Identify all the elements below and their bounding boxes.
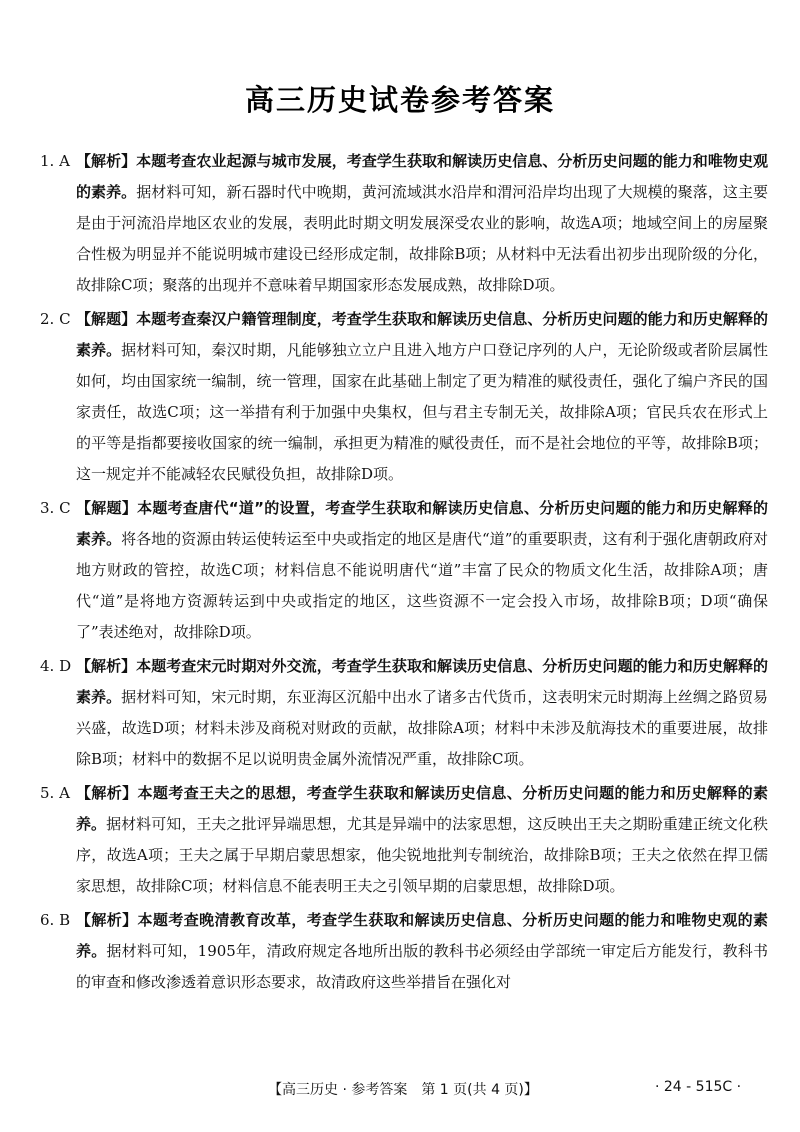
answer-heading: 【解题】本题考查秦汉户籍管理制度，考查学生获取和解读历史信息、分析历史问题的能力和历史解释的素养。	[76, 310, 768, 359]
footer-document-code: · 24 - 515C ·	[655, 1079, 742, 1095]
answer-heading: 【解题】本题考查唐代“道”的设置，考查学生获取和解读历史信息、分析历史问题的能力和历史解释的素养。	[76, 499, 768, 548]
answer-number: 3. C	[40, 499, 71, 517]
answer-explanation: 据材料可知，宋元时期，东亚海区沉船中出水了诸多古代货币，这表明宋元时期海上丝绸之路贸易兴盛，故选D项；材料未涉及商税对财政的贡献，故排除A项；材料中未涉及航海技术的重要进展，故排除B项；材料中的数据不足以说明贵金属外流情况严重，故排除C项。	[76, 688, 768, 768]
answer-number: 6. B	[40, 911, 71, 929]
answer-number: 5. A	[40, 784, 70, 802]
answer-number: 2. C	[40, 310, 71, 328]
answer-item	[40, 493, 768, 648]
answer-explanation: 据材料可知，新石器时代中晚期，黄河流域淇水沿岸和渭河沿岸均出现了大规模的聚落，这主要是由于河流沿岸地区农业的发展，表明此时期文明发展深受农业的影响，故选A项；地域空间上的房屋聚合性极为明显并不能说明城市建设已经形成定制，故排除B项；从材料中无法看出初步出现阶级的分化，故排除C项；聚落的出现并不意味着早期国家形态发展成熟，故排除D项。	[76, 183, 768, 294]
answer-explanation: 将各地的资源由转运使转运至中央或指定的地区是唐代“道”的重要职责，这有利于强化唐朝政府对地方财政的管控，故选C项；材料信息不能说明唐代“道”丰富了民众的物质文化生活，故排除A项；唐代“道”是将地方资源转运到中央或指定的地区，这些资源不一定会投入市场，故排除B项；D项“确保了”表述绝对，故排除D项。	[76, 530, 768, 641]
answer-number: 4. D	[40, 657, 72, 675]
answer-heading: 【解析】本题考查王夫之的思想，考查学生获取和解读历史信息、分析历史问题的能力和历史解释的素养。	[76, 784, 768, 833]
answer-explanation: 据材料可知，1905年，清政府规定各地所出版的教科书必须经由学部统一审定后方能发行，教科书的审查和修改渗透着意识形态要求，故清政府这些举措旨在强化对	[76, 942, 768, 991]
answer-explanation: 据材料可知，王夫之批评异端思想，尤其是异端中的法家思想，这反映出王夫之期盼重建正统文化秩序，故选A项；王夫之属于早期启蒙思想家，他尖锐地批判专制统治，故排除B项；王夫之依然在捍卫儒家思想，故排除C项；材料信息不能表明王夫之引领早期的启蒙思想，故排除D项。	[76, 815, 768, 895]
page-title: 高三历史试卷参考答案	[244, 83, 555, 117]
answer-list	[40, 146, 768, 1001]
answer-explanation: 据材料可知，秦汉时期，凡能够独立立户且进入地方户口登记序列的人户，无论阶级或者阶层属性如何，均由国家统一编制，统一管理，国家在此基础上制定了更为精准的赋役责任，强化了编户齐民的国家责任，故选C项；这一举措有利于加强中央集权，但与君主专制无关，故排除A项；官民兵农在形式上的平等是指都要接收国家的统一编制，承担更为精准的赋役责任，而不是社会地位的平等，故排除B项；这一规定并不能减轻农民赋役负担，故排除D项。	[76, 341, 768, 483]
answer-heading: 【解析】本题考查晚清教育改革，考查学生获取和解读历史信息、分析历史问题的能力和唯物史观的素养。	[76, 911, 768, 960]
answer-item	[40, 651, 768, 775]
answer-number: 1. A	[40, 152, 70, 170]
footer-page-info: 【高三历史 · 参考答案 第 1 页(共 4 页)】	[268, 1082, 538, 1098]
answer-item	[40, 778, 768, 902]
answer-item	[40, 905, 768, 998]
answer-item	[40, 304, 768, 490]
answer-heading: 【解析】本题考查农业起源与城市发展，考查学生获取和解读历史信息、分析历史问题的能力和唯物史观的素养。	[76, 152, 768, 201]
answer-heading: 【解析】本题考查宋元时期对外交流，考查学生获取和解读历史信息、分析历史问题的能力和历史解释的素养。	[76, 657, 768, 706]
answer-item	[40, 146, 768, 301]
